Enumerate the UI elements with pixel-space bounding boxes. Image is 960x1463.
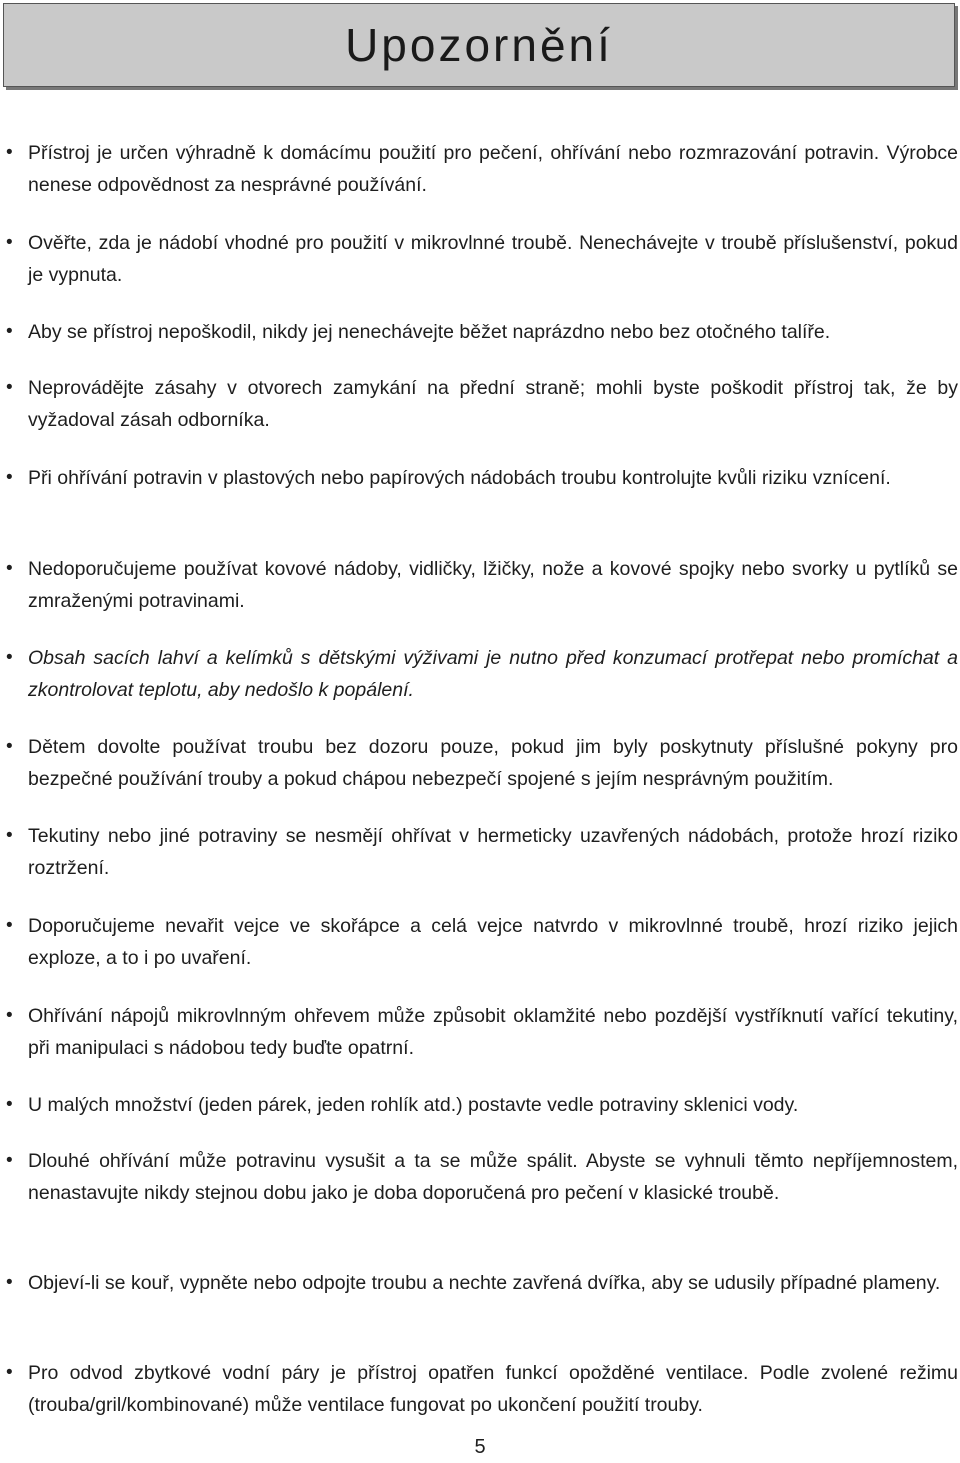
- bullet-icon: •: [6, 1005, 13, 1026]
- bullet-icon: •: [6, 1272, 13, 1293]
- bullet-icon: •: [6, 558, 13, 579]
- list-item-text: Dětem dovolte používat troubu bez dozoru pouze, pokud jim byly poskytnuty příslušné pokyny pro bezpečné používání trouby a pokud chápou nebezpečí spojené s jejím nesprávným použitím.: [28, 736, 958, 790]
- bullet-icon: •: [6, 232, 13, 253]
- bullet-icon: •: [6, 467, 13, 488]
- list-item-text: Obsah sacích lahví a kelímků s dětskými výživami je nutno před konzumací protřepat nebo promíchat a zkontrolovat teplotu, aby nedošlo k popálení.: [28, 647, 958, 701]
- list-item-text: Ohřívání nápojů mikrovlnným ohřevem může způsobit oklamžité nebo pozdější vystříknutí vařící tekutiny, při manipulaci s nádobou tedy buďte opatrní.: [28, 1005, 958, 1059]
- list-item-text: Neprovádějte zásahy v otvorech zamykání na přední straně; mohli byste poškodit přístroj tak, že by vyžadoval zásah odborníka.: [28, 377, 958, 431]
- bullet-icon: •: [6, 142, 13, 163]
- bullet-icon: •: [6, 377, 13, 398]
- list-item-text: Nedoporučujeme používat kovové nádoby, vidličky, lžičky, nože a kovové spojky nebo svorky u pytlíků se zmraženými potravinami.: [28, 558, 958, 612]
- bullet-icon: •: [6, 1150, 13, 1171]
- page-number: 5: [474, 1436, 486, 1458]
- list-item-text: Pro odvod zbytkové vodní páry je přístroj opatřen funkcí opožděné ventilace. Podle zvolené režimu (trouba/gril/kombinované) může ventilace fungovat po ukončení použití trouby.: [28, 1362, 958, 1416]
- bullet-icon: •: [6, 1094, 13, 1115]
- list-item-text: Dlouhé ohřívání může potravinu vysušit a ta se může spálit. Abyste se vyhnuli těmto nepříjemnostem, nenastavujte nikdy stejnou dobu jako je doba doporučená pro pečení v klasické troubě.: [28, 1150, 958, 1204]
- bullet-icon: •: [6, 736, 13, 757]
- bullet-icon: •: [6, 1362, 13, 1383]
- list-item-text: Aby se přístroj nepoškodil, nikdy jej nenechávejte běžet naprázdno nebo bez otočného talíře.: [28, 321, 831, 343]
- list-item-text: Ověřte, zda je nádobí vhodné pro použití v mikrovlnné troubě. Nenechávejte v troubě příslušenství, pokud je vypnuta.: [28, 232, 958, 286]
- list-item-text: Tekutiny nebo jiné potraviny se nesmějí ohřívat v hermeticky uzavřených nádobách, protože hrozí riziko roztržení.: [28, 825, 958, 879]
- list-item-text: Při ohřívání potravin v plastových nebo papírových nádobách troubu kontrolujte kvůli riziku vznícení.: [28, 467, 891, 489]
- bullet-icon: •: [6, 825, 13, 846]
- bullet-icon: •: [6, 915, 13, 936]
- list-item-text: Doporučujeme nevařit vejce ve skořápce a celá vejce natvrdo v mikrovlnné troubě, hrozí riziko jejich exploze, a to i po uvaření.: [28, 915, 958, 969]
- bullet-icon: •: [6, 647, 13, 668]
- page-title: Upozornění: [345, 19, 613, 71]
- list-item-text: Objeví-li se kouř, vypněte nebo odpojte troubu a nechte zavřená dvířka, aby se udusily případné plameny.: [28, 1272, 941, 1294]
- bullet-icon: •: [6, 321, 13, 342]
- title-banner: [3, 3, 955, 87]
- list-item-text: U malých množství (jeden párek, jeden rohlík atd.) postavte vedle potraviny sklenici vody.: [28, 1094, 799, 1116]
- list-item-text: Přístroj je určen výhradně k domácímu použití pro pečení, ohřívání nebo rozmrazování potravin. Výrobce nenese odpovědnost za nesprávné používání.: [28, 142, 958, 196]
